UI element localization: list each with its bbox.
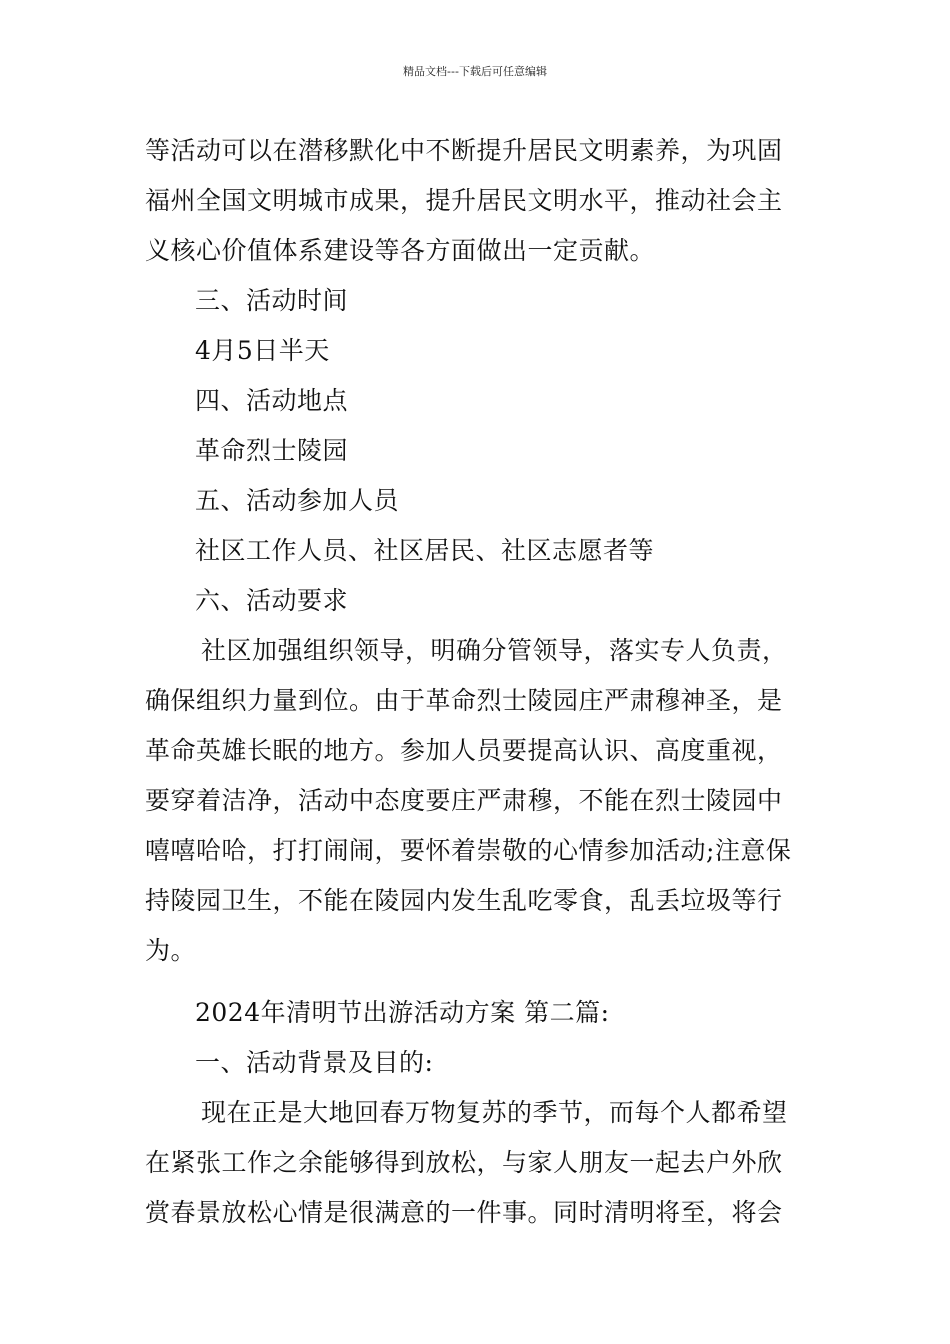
paragraph-line: 革命英雄长眠的地方。参加人员要提高认识、高度重视， xyxy=(145,736,783,765)
activity-people: 社区工作人员、社区居民、社区志愿者等 xyxy=(195,536,655,565)
section-heading-place: 四、活动地点 xyxy=(195,386,349,415)
page-header: 精品文档---下载后可任意编辑 xyxy=(403,65,547,78)
paragraph-line: 现在正是大地回春万物复苏的季节，而每个人都希望 xyxy=(201,1098,788,1127)
paragraph-line: 等活动可以在潜移默化中不断提升居民文明素养，为巩固 xyxy=(145,136,783,165)
section-heading-background: 一、活动背景及目的: xyxy=(195,1048,434,1077)
paragraph-line: 在紧张工作之余能够得到放松，与家人朋友一起去户外欣 xyxy=(145,1148,783,1177)
section-heading-requirements: 六、活动要求 xyxy=(195,586,349,615)
paragraph-line: 赏春景放松心情是很满意的一件事。同时清明将至，将会 xyxy=(145,1198,783,1227)
section-title-second: 2024年清明节出游活动方案 第二篇: xyxy=(195,998,610,1027)
document-body xyxy=(145,126,810,1238)
paragraph-line: 义核心价值体系建设等各方面做出一定贡献。 xyxy=(145,236,656,265)
activity-place: 革命烈士陵园 xyxy=(195,436,349,465)
activity-time: 4月5日半天 xyxy=(195,336,330,365)
paragraph-line: 确保组织力量到位。由于革命烈士陵园庄严肃穆神圣，是 xyxy=(145,686,783,715)
paragraph-line: 福州全国文明城市成果，提升居民文明水平，推动社会主 xyxy=(145,186,783,215)
paragraph-line: 社区加强组织领导，明确分管领导，落实专人负责， xyxy=(201,636,788,665)
paragraph-line: 为。 xyxy=(145,936,197,965)
section-heading-people: 五、活动参加人员 xyxy=(195,486,400,515)
paragraph-line: 嘻嘻哈哈，打打闹闹，要怀着崇敬的心情参加活动;注意保 xyxy=(145,836,792,865)
section-heading-time: 三、活动时间 xyxy=(195,286,349,315)
paragraph-line: 持陵园卫生，不能在陵园内发生乱吃零食，乱丢垃圾等行 xyxy=(145,886,783,915)
paragraph-line: 要穿着洁净，活动中态度要庄严肃穆，不能在烈士陵园中 xyxy=(145,786,783,815)
